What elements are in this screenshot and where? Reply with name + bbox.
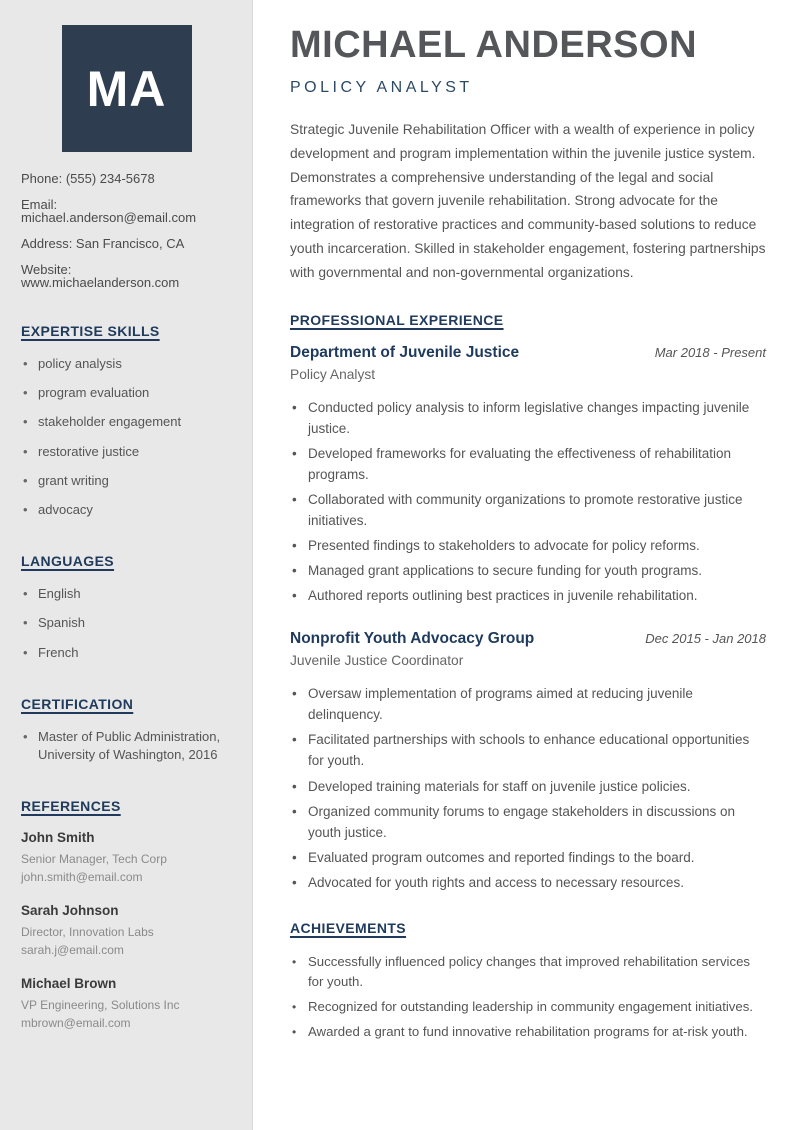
resume-main bbox=[253, 0, 800, 1130]
experience-entry bbox=[290, 630, 766, 892]
list-item: • Developed training materials for staff on juvenile justice policies. bbox=[290, 776, 766, 797]
contact-website: Website: www.michaelanderson.com bbox=[21, 262, 180, 290]
list-item: • restorative justice bbox=[21, 443, 232, 461]
summary-paragraph: Strategic Juvenile Rehabilitation Officer with a wealth of experience in policy development and program implementation within the juvenile justice system. Demonstrates a comprehensive understanding of the legal and social frameworks that govern juvenile rehabilitation. Strong advocate for the integration of restorative practices and community-based solutions to reduce youth incarceration. Skilled in stakeholder engagement, fostering partnerships with governmental and non-governmental organizations. bbox=[290, 121, 766, 281]
list-item: • French bbox=[21, 644, 232, 662]
contact-email: Email: michael.anderson@email.com bbox=[21, 197, 197, 225]
achievements-heading: ACHIEVEMENTS bbox=[290, 919, 407, 936]
list-item: • Awarded a grant to fund innovative rehabilitation programs for at-risk youth. bbox=[290, 1022, 766, 1043]
contact-phone: Phone: (555) 234-5678 bbox=[21, 171, 155, 186]
contact-address: Address: San Francisco, CA bbox=[21, 236, 185, 251]
certification-heading: CERTIFICATION bbox=[21, 695, 134, 712]
list-item: • policy analysis bbox=[21, 355, 232, 373]
reference-email: john.smith@email.com bbox=[21, 870, 143, 885]
expertise-list bbox=[21, 355, 232, 519]
list-item: • Facilitated partnerships with schools to enhance educational opportunities for youth. bbox=[290, 729, 766, 771]
experience-heading: PROFESSIONAL EXPERIENCE bbox=[290, 311, 504, 328]
list-item: • stakeholder engagement bbox=[21, 413, 232, 431]
job-dates: Dec 2015 - Jan 2018 bbox=[645, 631, 766, 647]
list-item: • grant writing bbox=[21, 472, 232, 490]
list-item: • Successfully influenced policy changes that improved rehabilitation services for youth. bbox=[290, 952, 766, 993]
certification-list bbox=[21, 728, 232, 764]
languages-heading: LANGUAGES bbox=[21, 553, 115, 570]
references-heading: REFERENCES bbox=[21, 798, 121, 815]
company-name: Department of Juvenile Justice bbox=[290, 343, 520, 361]
avatar-initials: MA bbox=[86, 60, 167, 117]
reference-name: John Smith bbox=[21, 830, 95, 846]
list-item: • Oversaw implementation of programs aimed at reducing juvenile delinquency. bbox=[290, 683, 766, 725]
reference-entry bbox=[21, 903, 232, 959]
languages-list bbox=[21, 585, 232, 662]
list-item: • Managed grant applications to secure funding for youth programs. bbox=[290, 560, 766, 581]
job-header bbox=[290, 630, 766, 648]
job-role: Juvenile Justice Coordinator bbox=[290, 653, 464, 669]
reference-email: mbrown@email.com bbox=[21, 1016, 131, 1031]
list-item: • Advocated for youth rights and access to necessary resources. bbox=[290, 872, 766, 893]
list-item: • program evaluation bbox=[21, 384, 232, 402]
list-item: • Master of Public Administration, University of Washington, 2016 bbox=[21, 728, 232, 764]
list-item: • Organized community forums to engage stakeholders in discussions on youth justice. bbox=[290, 801, 766, 843]
list-item: • Developed frameworks for evaluating the effectiveness of rehabilitation programs. bbox=[290, 443, 766, 485]
job-bullet-list bbox=[290, 683, 766, 892]
reference-name: Sarah Johnson bbox=[21, 903, 119, 919]
list-item: • Authored reports outlining best practices in juvenile rehabilitation. bbox=[290, 585, 766, 606]
avatar bbox=[62, 25, 192, 152]
reference-entry bbox=[21, 830, 232, 886]
list-item: • Spanish bbox=[21, 614, 232, 632]
list-item: • Recognized for outstanding leadership in community engagement initiatives. bbox=[290, 997, 766, 1018]
job-header bbox=[290, 344, 766, 362]
reference-role: Director, Innovation Labs bbox=[21, 925, 154, 940]
reference-email: sarah.j@email.com bbox=[21, 943, 124, 958]
reference-role: VP Engineering, Solutions Inc bbox=[21, 998, 180, 1013]
list-item: • Collaborated with community organizations to promote restorative justice initiatives. bbox=[290, 489, 766, 531]
list-item: • Conducted policy analysis to inform legislative changes impacting juvenile justice. bbox=[290, 397, 766, 439]
experience-entry bbox=[290, 344, 766, 606]
job-dates: Mar 2018 - Present bbox=[654, 344, 766, 360]
list-item: • Presented findings to stakeholders to advocate for policy reforms. bbox=[290, 535, 766, 556]
achievements-list bbox=[290, 952, 766, 1042]
list-item: • advocacy bbox=[21, 501, 232, 519]
company-name: Nonprofit Youth Advocacy Group bbox=[290, 630, 535, 648]
reference-name: Michael Brown bbox=[21, 976, 117, 992]
expertise-heading: EXPERTISE SKILLS bbox=[21, 323, 160, 339]
page-title: MICHAEL ANDERSON bbox=[290, 24, 698, 66]
reference-entry bbox=[21, 976, 232, 1032]
list-item: • Evaluated program outcomes and reported findings to the board. bbox=[290, 847, 766, 868]
job-bullet-list bbox=[290, 397, 766, 606]
sidebar bbox=[0, 0, 253, 1130]
list-item: • English bbox=[21, 585, 232, 603]
job-title-subheading: POLICY ANALYST bbox=[290, 78, 473, 96]
job-role: Policy Analyst bbox=[290, 366, 376, 382]
contact-section bbox=[21, 172, 232, 289]
reference-role: Senior Manager, Tech Corp bbox=[21, 852, 167, 867]
